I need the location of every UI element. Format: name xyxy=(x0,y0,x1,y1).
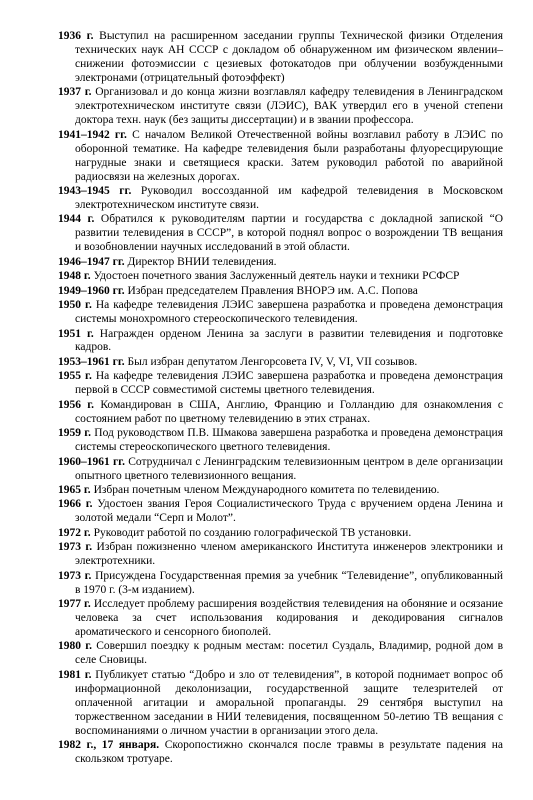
entry-year: 1973 г. xyxy=(58,541,93,554)
entry-year: 1973 г. xyxy=(58,569,92,582)
chronology-entry xyxy=(58,30,503,86)
chronology-entry xyxy=(58,285,503,299)
chronology-entry xyxy=(58,185,503,213)
entry-text: Под руководством П.В. Шмакова завершена разработка и проведена демонстрация системы стереоскопического цветного телевидения. xyxy=(75,427,504,454)
chronology-entry xyxy=(58,129,503,185)
chronology-entry xyxy=(58,270,503,284)
chronology-entry xyxy=(58,527,503,541)
entry-year: 1949–1960 гг. xyxy=(58,284,125,297)
entry-text: Директор ВНИИ телевидения. xyxy=(127,255,277,268)
entry-year: 1980 г. xyxy=(58,640,92,653)
entry-year: 1944 г. xyxy=(58,213,95,226)
entry-year: 1950 г. xyxy=(58,299,92,312)
entry-year: 1953–1961 гг. xyxy=(58,355,125,368)
entry-text: Удостоен почетного звания Заслуженный деятель науки и техники РСФСР xyxy=(93,270,460,283)
entry-year: 1941–1942 гг. xyxy=(58,128,127,141)
entry-year: 1937 г. xyxy=(58,86,92,99)
entry-text: Публикует статью “Добро и зло от телевидения”, в которой поднимает вопрос об информационной деколонизации, государственной защите телезрителей от оплаченной агитации и аморальной пропаганды. 29 сентября выступил на торжественном заседании в НИИ телевидения, посвященном 50-летию ТВ вещания с воспоминаниями о личном участии в организации этого дела. xyxy=(75,668,504,737)
chronology-entry xyxy=(58,356,503,370)
chronology-entry xyxy=(58,640,503,668)
entry-year: 1948 г. xyxy=(58,270,91,283)
entry-text: Присуждена Государственная премия за учебник “Телевидение”, опубликованный в 1970 г. (3-м изданием). xyxy=(75,569,503,596)
chronology-entry xyxy=(58,598,503,640)
entry-year: 1959 г. xyxy=(58,427,92,440)
entry-text: Обратился к руководителям партии и государства с докладной запиской “О развитии телевидения в СССР”, в которой поднял вопрос о возрождении ТВ вещания и возобновлении научных исследований в этой области. xyxy=(75,213,504,254)
chronology-entry xyxy=(58,370,503,398)
chronology-entry xyxy=(58,484,503,498)
chronology-entry xyxy=(58,299,503,327)
chronology-entry xyxy=(58,669,503,739)
entry-year: 1965 г. xyxy=(58,484,91,496)
entry-text: С началом Великой Отечественной войны возглавил работу в ЛЭИС по оборонной тематике. На кафедре телевидения были разработаны флуоресцирующие нагрудные знаки и светящиеся краски. Затем руководил работой по аварийной радиосвязи на железных дорогах. xyxy=(75,128,503,183)
entry-year: 1955 г. xyxy=(58,370,92,383)
chronology-entry xyxy=(58,86,503,128)
entry-text: Совершил поездку к родным местам: посетил Суздаль, Владимир, родной дом в селе Сновицы. xyxy=(75,640,504,667)
entry-year: 1972 г. xyxy=(58,526,91,539)
chronology-entry xyxy=(58,541,503,569)
entry-year: 1982 г., 17 января. xyxy=(58,739,160,752)
entry-year: 1956 г. xyxy=(58,398,95,411)
chronology-entry xyxy=(58,570,503,598)
entry-text: На кафедре телевидения ЛЭИС завершена разработка и проведена демонстрация системы монохромного стереоскопического телевидения. xyxy=(75,299,503,326)
entry-year: 1943–1945 гг. xyxy=(58,184,132,197)
entry-year: 1966 г. xyxy=(58,498,93,511)
entry-year: 1977 г. xyxy=(58,598,91,611)
chronology-entry xyxy=(58,456,503,484)
entry-year: 1981 г. xyxy=(58,668,92,681)
chronology-entry xyxy=(58,739,503,767)
entry-text: На кафедре телевидения ЛЭИС завершена разработка и проведена демонстрация первой в СССР совместимой системы цветного телевидения. xyxy=(75,370,503,397)
entry-text: Награжден орденом Ленина за заслуги в развитии телевидения и подготовке кадров. xyxy=(75,327,504,354)
entry-text: Командирован в США, Англию, Францию и Голландию для ознакомления с состоянием работ по цветному телевидению в этих странах. xyxy=(75,398,504,425)
entry-text: Избран пожизненно членом американского Института инженеров электроники и электротехники. xyxy=(75,541,503,568)
entry-year: 1960–1961 гг. xyxy=(58,455,125,468)
entry-text: Избран почетным членом Международного комитета по телевидению. xyxy=(93,484,440,496)
entry-text: Удостоен звания Героя Социалистического Труда с вручением ордена Ленина и золотой медали “Серп и Молот”. xyxy=(75,498,504,525)
entry-text: Избран председателем Правления ВНОРЭ им. А.С. Попова xyxy=(127,284,418,297)
chronology-entry xyxy=(58,256,503,270)
entry-text: Исследует проблему расширения воздействия телевидения на обоняние и осязание человека за счет использования кодирования и декодирования сигналов ароматического и сенсорного биополей. xyxy=(75,598,503,639)
chronology-entry xyxy=(58,328,503,356)
chronology-entry xyxy=(58,213,503,255)
chronology-entry xyxy=(58,498,503,526)
entry-text: Организовал и до конца жизни возглавлял кафедру телевидения в Ленинградском электротехническом институте связи (ЛЭИС), ВАК утвердил его в ученой степени доктора техн. наук (без защиты диссертации) и в звании профессора. xyxy=(75,86,503,127)
entry-text: Руководил воссозданной им кафедрой телевидения в Московском электротехническом институте связи. xyxy=(75,184,503,211)
entry-text: Выступил на расширенном заседании группы Технической физики Отделения технических наук АН СССР с докладом об обнаруженном им физическом явлении–снижении фотоэмиссии с цезиевых фотокатодов при облучении возбужденными электронами (отрицательный фотоэффект) xyxy=(75,30,503,84)
entry-year: 1936 г. xyxy=(58,30,94,42)
entry-year: 1946–1947 гг. xyxy=(58,255,125,268)
chronology-list xyxy=(58,30,503,767)
entry-text: Скоропостижно скончался после травмы в результате падения на скользком тротуаре. xyxy=(75,739,504,766)
entry-text: Был избран депутатом Ленгорсовета IV, V, VI, VII созывов. xyxy=(127,355,418,368)
chronology-entry xyxy=(58,427,503,455)
entry-year: 1951 г. xyxy=(58,327,94,340)
entry-text: Руководит работой по созданию голографической ТВ установки. xyxy=(93,526,412,539)
entry-text: Сотрудничал с Ленинградским телевизионным центром в деле организации опытного цветного телевизионного вещания. xyxy=(75,455,503,482)
chronology-entry xyxy=(58,399,503,427)
